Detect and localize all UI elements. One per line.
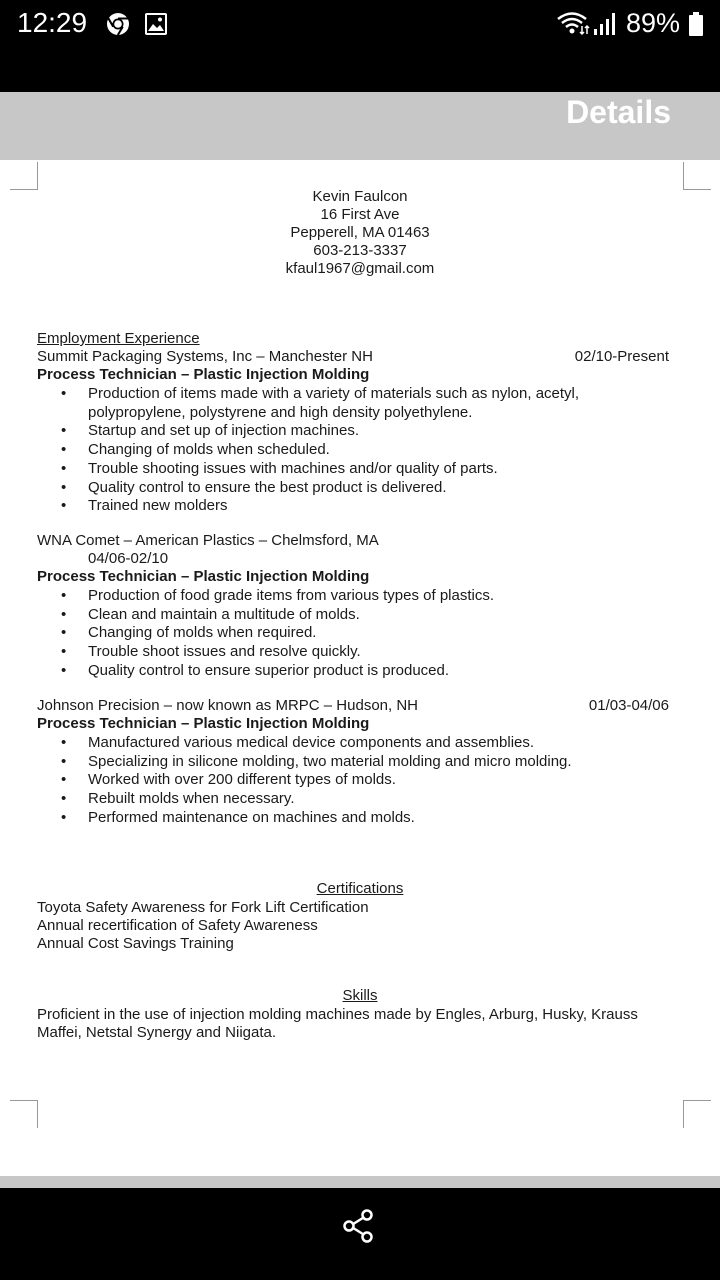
job-company: Johnson Precision – now known as MRPC – Hudson, NH	[37, 697, 419, 714]
crop-mark-bottom-right	[683, 1100, 711, 1128]
crop-mark-top-left	[10, 162, 38, 190]
job-dates: 02/10-Present	[574, 348, 669, 365]
job-company: Summit Packaging Systems, Inc – Manchester NH	[37, 348, 373, 365]
list-item: • Trouble shoot issues and resolve quickly.	[37, 643, 494, 662]
list-item: • Specializing in silicone molding, two material molding and micro molding.	[37, 753, 572, 772]
list-item: • Production of food grade items from various types of plastics.	[37, 587, 494, 606]
list-item: • Manufactured various medical device components and assemblies.	[37, 734, 572, 753]
certifications-heading: Certifications	[316, 880, 404, 897]
job-title: Process Technician – Plastic Injection Molding	[37, 568, 370, 585]
gallery-icon	[144, 12, 168, 36]
list-item: • Performed maintenance on machines and molds.	[37, 809, 572, 828]
resume-document[interactable]	[0, 160, 720, 1176]
list-item: • Production of items made with a variety of materials such as nylon, acetyl, polypropylene, polystyrene and high density polyethylene.	[37, 385, 628, 422]
certification-item: Annual Cost Savings Training	[37, 935, 234, 952]
crop-mark-bottom-left	[10, 1100, 38, 1128]
signal-icon	[592, 12, 618, 36]
list-item: • Changing of molds when required.	[37, 624, 494, 643]
list-item: • Startup and set up of injection machines.	[37, 422, 628, 441]
status-time: 12:29	[17, 7, 88, 38]
skills-heading: Skills	[342, 987, 378, 1004]
battery-percent: 89%	[626, 8, 681, 38]
wifi-icon	[556, 10, 590, 36]
resume-name: Kevin Faulcon	[312, 188, 408, 205]
certification-item: Annual recertification of Safety Awareness	[37, 917, 318, 934]
job-title: Process Technician – Plastic Injection Molding	[37, 366, 370, 383]
job-company: WNA Comet – American Plastics – Chelmsford, MA	[37, 532, 379, 549]
job-duties-list	[37, 385, 628, 516]
employment-heading: Employment Experience	[37, 330, 200, 347]
resume-address-line2: Pepperell, MA 01463	[290, 224, 430, 241]
certification-item: Toyota Safety Awareness for Fork Lift Certification	[37, 899, 369, 916]
resume-phone: 603-213-3337	[313, 242, 407, 259]
list-item: • Trained new molders	[37, 497, 628, 516]
list-item: • Quality control to ensure superior product is produced.	[37, 662, 494, 681]
list-item: • Worked with over 200 different types of molds.	[37, 771, 572, 790]
battery-icon	[688, 12, 704, 36]
job-dates: 01/03-04/06	[588, 697, 669, 714]
bottom-action-bar	[0, 1188, 720, 1280]
list-item: • Changing of molds when scheduled.	[37, 441, 628, 460]
job-title: Process Technician – Plastic Injection Molding	[37, 715, 370, 732]
list-item: • Rebuilt molds when necessary.	[37, 790, 572, 809]
status-bar	[0, 0, 720, 48]
list-item: • Clean and maintain a multitude of molds.	[37, 606, 494, 625]
details-header	[0, 92, 720, 160]
list-item: • Trouble shooting issues with machines and/or quality of parts.	[37, 460, 628, 479]
resume-address-line1: 16 First Ave	[320, 206, 400, 223]
chrome-icon	[106, 12, 130, 36]
skills-text-line1: Proficient in the use of injection molding machines made by Engles, Arburg, Husky, Krauss	[37, 1006, 638, 1023]
resume-email: kfaul1967@gmail.com	[285, 260, 435, 277]
details-button[interactable]: Details	[566, 94, 671, 130]
job-dates: 04/06-02/10	[88, 550, 169, 567]
job-duties-list	[37, 587, 494, 681]
crop-mark-top-right	[683, 162, 711, 190]
share-icon[interactable]	[341, 1208, 377, 1244]
bottom-divider	[0, 1176, 720, 1188]
list-item: • Quality control to ensure the best product is delivered.	[37, 479, 628, 498]
skills-text-line2: Maffei, Netstal Synergy and Niigata.	[37, 1024, 277, 1041]
job-duties-list	[37, 734, 572, 828]
